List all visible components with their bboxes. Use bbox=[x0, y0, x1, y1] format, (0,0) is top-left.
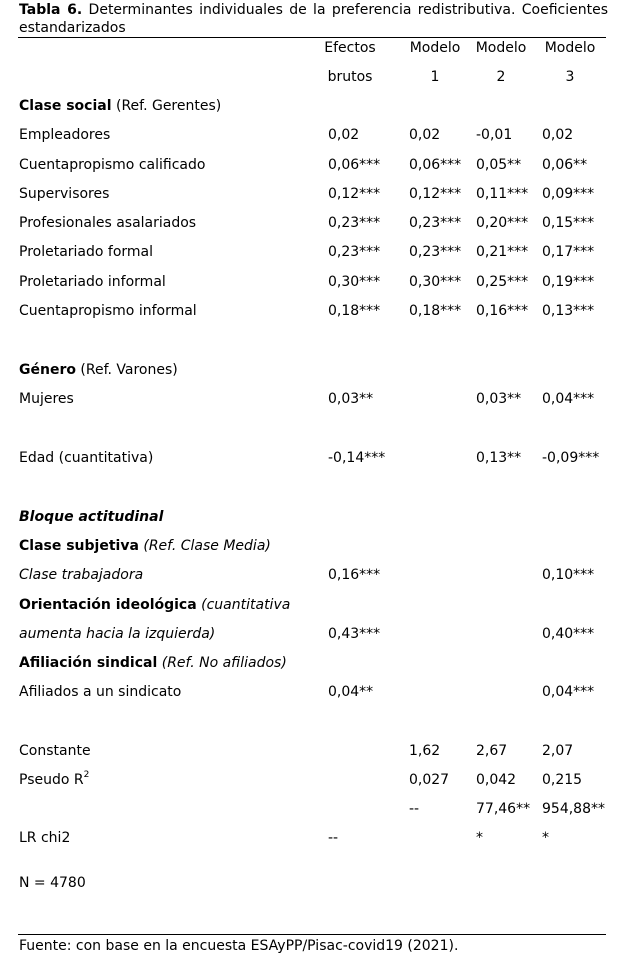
section-ref: (Ref. Clase Media) bbox=[138, 538, 271, 554]
table-row bbox=[0, 213, 620, 233]
cell-modelo-3: 0,19*** bbox=[542, 274, 595, 290]
table-row bbox=[0, 828, 620, 848]
sample-size bbox=[0, 873, 620, 893]
table-row bbox=[0, 770, 620, 790]
cell-modelo-3: * bbox=[542, 830, 549, 846]
table-row bbox=[0, 624, 620, 644]
section-orientacion bbox=[0, 595, 620, 615]
table-row bbox=[0, 448, 620, 468]
row-label: Cuentapropismo calificado bbox=[19, 157, 206, 173]
row-label: Empleadores bbox=[19, 127, 111, 143]
header-modelo-3: Modelo bbox=[544, 40, 596, 56]
table-row bbox=[0, 565, 620, 585]
row-label: Supervisores bbox=[19, 186, 110, 202]
cell-modelo-3: 954,88** bbox=[542, 801, 605, 817]
cell-modelo-1: 0,23*** bbox=[409, 244, 462, 260]
cell-modelo-3: 0,40*** bbox=[542, 626, 595, 642]
cell-modelo-3: 0,09*** bbox=[542, 186, 595, 202]
bottom-rule bbox=[18, 934, 606, 935]
row-label: Cuentapropismo informal bbox=[19, 303, 197, 319]
cell-modelo-1: 0,30*** bbox=[409, 274, 462, 290]
table-row bbox=[0, 682, 620, 702]
table-row bbox=[0, 184, 620, 204]
cell-modelo-3: 0,13*** bbox=[542, 303, 595, 319]
table-source: Fuente: con base en la encuesta ESAyPP/Pisac-covid19 (2021). bbox=[19, 938, 459, 954]
cell-modelo-3: 0,10*** bbox=[542, 567, 595, 583]
cell-modelo-3: 0,15*** bbox=[542, 215, 595, 231]
cell-efectos: 0,23*** bbox=[328, 215, 381, 231]
row-label: Afiliados a un sindicato bbox=[19, 684, 182, 700]
row-label: Mujeres bbox=[19, 391, 74, 407]
section-clase-subjetiva bbox=[0, 536, 620, 556]
cell-modelo-2: 0,16*** bbox=[476, 303, 529, 319]
cell-efectos: 0,30*** bbox=[328, 274, 381, 290]
table-row bbox=[0, 741, 620, 761]
section-ref: (Ref. Varones) bbox=[75, 362, 178, 378]
header-efectos: Efectos bbox=[324, 40, 376, 56]
table-label: Tabla 6. bbox=[19, 2, 83, 18]
cell-modelo-2: 0,25*** bbox=[476, 274, 529, 290]
cell-efectos: 0,03** bbox=[328, 391, 374, 407]
section-title: Afiliación sindical bbox=[19, 655, 158, 671]
cell-modelo-1: -- bbox=[409, 801, 420, 817]
section-afiliacion bbox=[0, 653, 620, 673]
cell-modelo-3: -0,09*** bbox=[542, 450, 600, 466]
cell-modelo-1: 0,02 bbox=[409, 127, 441, 143]
cell-modelo-3: 0,06** bbox=[542, 157, 588, 173]
table-row bbox=[0, 242, 620, 262]
cell-modelo-1: 0,18*** bbox=[409, 303, 462, 319]
cell-modelo-2: 0,05** bbox=[476, 157, 522, 173]
cell-modelo-3: 0,17*** bbox=[542, 244, 595, 260]
section-ref: (Ref. Gerentes) bbox=[111, 98, 222, 114]
cell-modelo-2: 0,20*** bbox=[476, 215, 529, 231]
row-label: aumenta hacia la izquierda) bbox=[19, 626, 216, 642]
cell-modelo-2: 0,11*** bbox=[476, 186, 529, 202]
header-modelo-1: Modelo bbox=[409, 40, 461, 56]
row-label: Edad (cuantitativa) bbox=[19, 450, 154, 466]
header-row-2 bbox=[0, 67, 620, 87]
row-label: Clase trabajadora bbox=[19, 567, 144, 583]
row-label: Proletariado formal bbox=[19, 244, 154, 260]
cell-modelo-2: 77,46** bbox=[476, 801, 531, 817]
cell-modelo-2: 0,042 bbox=[476, 772, 517, 788]
row-label: Proletariado informal bbox=[19, 274, 166, 290]
section-title: Clase subjetiva bbox=[19, 538, 139, 554]
cell-efectos: 0,06*** bbox=[328, 157, 381, 173]
cell-efectos: 0,43*** bbox=[328, 626, 381, 642]
cell-efectos: 0,04** bbox=[328, 684, 374, 700]
cell-efectos: 0,12*** bbox=[328, 186, 381, 202]
cell-efectos: 0,23*** bbox=[328, 244, 381, 260]
cell-efectos: 0,18*** bbox=[328, 303, 381, 319]
table-title: Determinantes individuales de la preferencia redistributiva. Coeficientes estandarizados bbox=[19, 2, 608, 36]
section-title: Clase social bbox=[19, 98, 112, 114]
cell-modelo-3: 2,07 bbox=[542, 743, 574, 759]
cell-modelo-1: 0,027 bbox=[409, 772, 450, 788]
header-num-3: 3 bbox=[565, 69, 575, 85]
section-bloque-actitudinal bbox=[0, 507, 620, 527]
table-row bbox=[0, 301, 620, 321]
cell-modelo-3: 0,04*** bbox=[542, 391, 595, 407]
n-label: N = 4780 bbox=[19, 875, 86, 891]
row-label: LR chi2 bbox=[19, 830, 71, 846]
section-ref: (Ref. No afiliados) bbox=[157, 655, 287, 671]
table-row bbox=[0, 125, 620, 145]
row-label: Constante bbox=[19, 743, 91, 759]
cell-modelo-1: 0,12*** bbox=[409, 186, 462, 202]
cell-modelo-3: 0,04*** bbox=[542, 684, 595, 700]
header-num-2: 2 bbox=[496, 69, 506, 85]
header-modelo-2: Modelo bbox=[475, 40, 527, 56]
cell-modelo-2: 0,13** bbox=[476, 450, 522, 466]
cell-efectos: 0,16*** bbox=[328, 567, 381, 583]
cell-modelo-1: 0,23*** bbox=[409, 215, 462, 231]
cell-modelo-2: -0,01 bbox=[476, 127, 513, 143]
table-caption bbox=[19, 1, 608, 37]
section-title: Género bbox=[19, 362, 76, 378]
cell-modelo-2: * bbox=[476, 830, 483, 846]
table-row bbox=[0, 799, 620, 819]
cell-modelo-3: 0,02 bbox=[542, 127, 574, 143]
cell-modelo-2: 0,21*** bbox=[476, 244, 529, 260]
header-brutos: brutos bbox=[327, 69, 373, 85]
cell-efectos: -0,14*** bbox=[328, 450, 386, 466]
section-title: Orientación ideológica bbox=[19, 597, 197, 613]
header-num-1: 1 bbox=[430, 69, 440, 85]
section-title: Bloque actitudinal bbox=[19, 509, 164, 525]
row-label: Profesionales asalariados bbox=[19, 215, 197, 231]
row-label: Pseudo $R^2$ bbox=[19, 770, 90, 788]
header-row-1 bbox=[0, 38, 620, 58]
cell-modelo-1: 1,62 bbox=[409, 743, 441, 759]
table-row bbox=[0, 272, 620, 292]
section-clase-social bbox=[0, 96, 620, 116]
superscript: 2 bbox=[83, 770, 90, 781]
cell-modelo-2: 2,67 bbox=[476, 743, 508, 759]
cell-modelo-3: 0,215 bbox=[542, 772, 583, 788]
cell-efectos: 0,02 bbox=[328, 127, 360, 143]
section-ref: (cuantitativa bbox=[196, 597, 291, 613]
cell-modelo-1: 0,06*** bbox=[409, 157, 462, 173]
cell-efectos: -- bbox=[328, 830, 339, 846]
cell-modelo-2: 0,03** bbox=[476, 391, 522, 407]
section-genero bbox=[0, 360, 620, 380]
table-row bbox=[0, 155, 620, 175]
table-row bbox=[0, 389, 620, 409]
